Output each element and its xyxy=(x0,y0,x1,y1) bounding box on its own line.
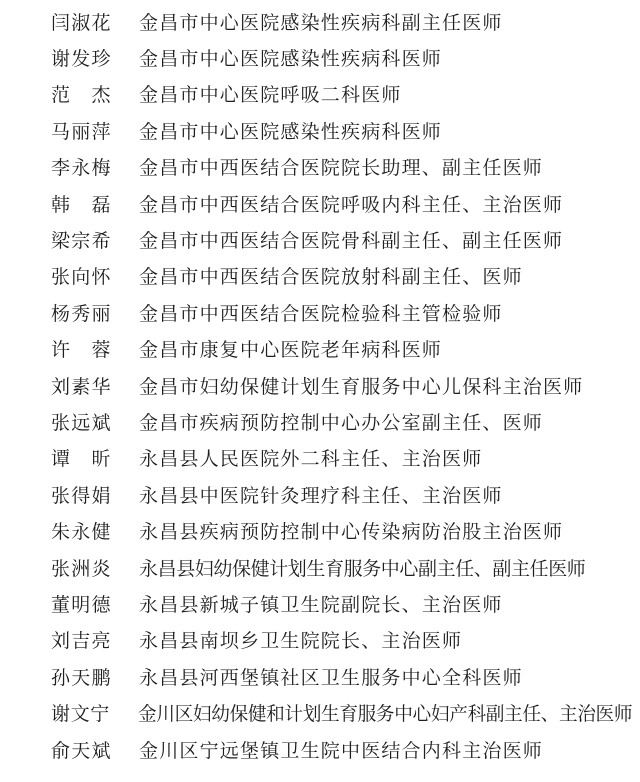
list-item xyxy=(0,76,640,112)
person-title: 永昌县妇幼保健计划生育服务中心副主任、副主任医师 xyxy=(139,557,586,580)
person-name: 闫淑花 xyxy=(51,11,111,34)
list-item xyxy=(0,476,640,512)
person-title: 金昌市妇幼保健计划生育服务中心儿保科主治医师 xyxy=(139,375,584,398)
list-item xyxy=(0,149,640,185)
person-name: 谢发珍 xyxy=(51,48,111,71)
person-name: 马丽萍 xyxy=(51,120,111,143)
list-item xyxy=(0,694,640,730)
person-name: 谢文宁 xyxy=(51,703,110,726)
person-title: 金昌市中心医院感染性疾病科医师 xyxy=(139,48,443,71)
person-name: 董明德 xyxy=(51,593,111,616)
person-title: 金昌市中心医院呼吸二科医师 xyxy=(139,84,402,107)
person-name: 俞天斌 xyxy=(51,739,111,762)
list-item xyxy=(0,731,640,767)
person-name: 李永梅 xyxy=(51,157,111,180)
person-name: 梁宗希 xyxy=(51,230,111,253)
list-item xyxy=(0,258,640,294)
person-title: 金川区宁远堡镇卫生院中医结合内科主治医师 xyxy=(139,739,544,762)
person-title: 金昌市中西医结合医院骨科副主任、副主任医师 xyxy=(139,230,564,253)
person-name: 刘素华 xyxy=(51,375,111,398)
person-title: 金昌市中心医院感染性疾病科副主任医师 xyxy=(139,11,503,34)
list-item xyxy=(0,39,640,75)
person-name: 张远斌 xyxy=(51,411,111,434)
person-title: 永昌县人民医院外二科主任、主治医师 xyxy=(139,448,483,471)
person-name: 刘吉亮 xyxy=(51,630,111,653)
person-title: 永昌县中医院针灸理疗科主任、主治医师 xyxy=(139,484,503,507)
person-title: 永昌县河西堡镇社区卫生服务中心全科医师 xyxy=(139,666,523,689)
list-item xyxy=(0,440,640,476)
list-item xyxy=(0,185,640,221)
person-name: 韩 磊 xyxy=(51,193,111,216)
list-item xyxy=(0,512,640,548)
person-title: 金昌市中西医结合医院放射科副主任、医师 xyxy=(139,266,523,289)
person-title: 金昌市中西医结合医院呼吸内科主任、主治医师 xyxy=(139,193,564,216)
list-item xyxy=(0,622,640,658)
person-name: 范 杰 xyxy=(51,84,111,107)
person-name: 许 蓉 xyxy=(51,339,111,362)
list-item xyxy=(0,3,640,39)
list-item xyxy=(0,294,640,330)
list-item xyxy=(0,549,640,585)
person-name: 谭 昕 xyxy=(51,448,111,471)
person-title: 金昌市中心医院感染性疾病科医师 xyxy=(139,120,443,143)
list-item xyxy=(0,112,640,148)
person-name: 张得娟 xyxy=(51,484,111,507)
person-title: 金昌市疾病预防控制中心办公室副主任、医师 xyxy=(139,411,544,434)
person-title: 永昌县南坝乡卫生院院长、主治医师 xyxy=(139,630,463,653)
list-item xyxy=(0,403,640,439)
list-item xyxy=(0,585,640,621)
person-name: 杨秀丽 xyxy=(51,302,111,325)
person-name: 朱永健 xyxy=(51,521,111,544)
list-item xyxy=(0,367,640,403)
person-name: 孙天鹏 xyxy=(51,666,111,689)
person-title: 金昌市中西医结合医院院长助理、副主任医师 xyxy=(139,157,544,180)
person-title: 金川区妇幼保健和计划生育服务中心妇产科副主任、主治医师 xyxy=(137,703,632,726)
list-item xyxy=(0,221,640,257)
person-title: 金昌市康复中心医院老年病科医师 xyxy=(139,339,443,362)
person-name: 张洲炎 xyxy=(51,557,111,580)
personnel-list xyxy=(0,3,640,767)
list-item xyxy=(0,658,640,694)
person-name: 张向怀 xyxy=(51,266,111,289)
person-title: 永昌县新城子镇卫生院副院长、主治医师 xyxy=(139,593,503,616)
person-title: 金昌市中西医结合医院检验科主管检验师 xyxy=(139,302,503,325)
person-title: 永昌县疾病预防控制中心传染病防治股主治医师 xyxy=(139,521,564,544)
list-item xyxy=(0,331,640,367)
